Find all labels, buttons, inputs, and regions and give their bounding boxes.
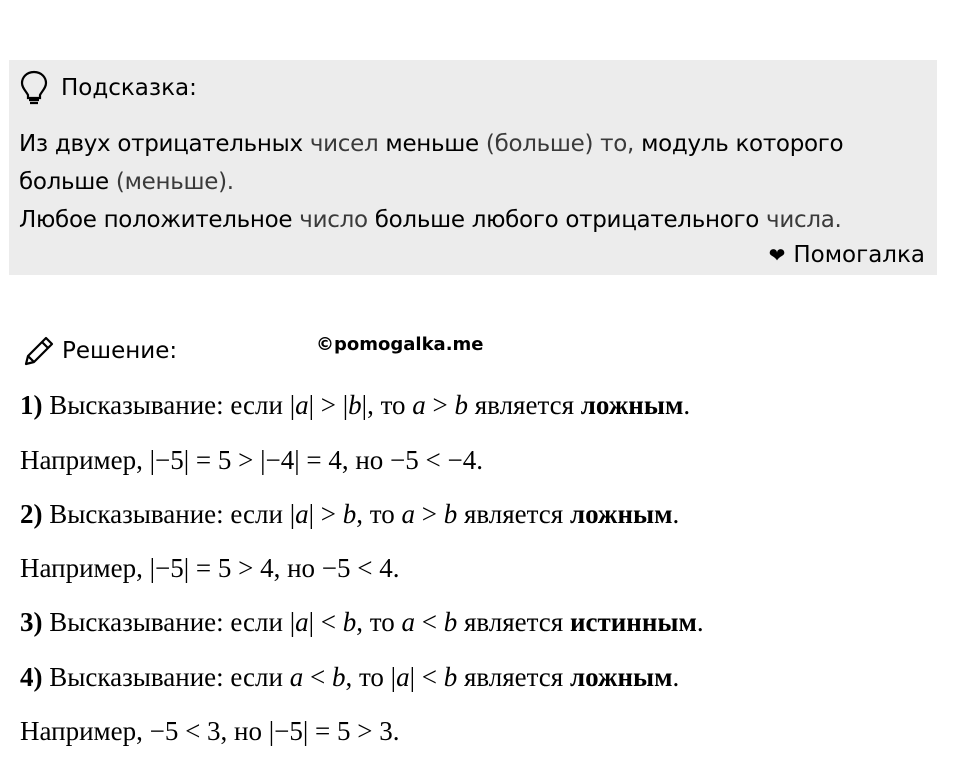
item-number: 1) — [20, 390, 43, 420]
text: Высказывание: если | — [42, 499, 296, 529]
hint-text — [19, 125, 929, 239]
hint-emphasis: меньше — [385, 131, 479, 157]
text: Высказывание: если — [42, 662, 290, 692]
math-var: b — [331, 662, 346, 692]
math-var: a — [401, 499, 415, 529]
text: , то | — [345, 662, 397, 692]
math-var: b — [342, 607, 357, 637]
text: | > | — [308, 390, 349, 420]
hint-plain: чисел — [302, 131, 386, 157]
verdict: истинным — [569, 607, 697, 637]
math-var: b — [443, 607, 458, 637]
math-var: b — [454, 390, 469, 420]
math-var: b — [342, 499, 357, 529]
hint-plain: число — [292, 207, 375, 233]
text: является — [457, 662, 570, 692]
text: Высказывание: если | — [42, 390, 296, 420]
math-var: a — [295, 607, 309, 637]
statement-2 — [20, 499, 679, 530]
verdict: ложным — [569, 662, 673, 692]
item-number: 3) — [20, 607, 43, 637]
hint-signature — [769, 236, 925, 274]
heart-icon: ❤ — [768, 243, 786, 267]
hint-line-1 — [19, 125, 929, 163]
item-number: 2) — [20, 499, 43, 529]
math-var: b — [348, 390, 362, 420]
text: | > — [308, 499, 343, 529]
hint-emphasis: больше — [19, 169, 109, 195]
text: |, то — [361, 390, 413, 420]
lightbulb-icon — [19, 69, 49, 107]
hint-title: Подсказка: — [61, 75, 197, 101]
statement-3 — [20, 607, 704, 638]
text: | < — [409, 662, 444, 692]
math-var: a — [396, 662, 410, 692]
hint-plain: (больше) то, — [478, 131, 642, 157]
statement-1 — [20, 390, 690, 421]
example-2: Например, |−5| = 5 > 4, но −5 < 4. — [20, 553, 400, 583]
text: является — [457, 499, 570, 529]
verdict: ложным — [569, 499, 673, 529]
text: , то — [356, 607, 402, 637]
math-var: a — [295, 499, 309, 529]
example-4: Например, −5 < 3, но |−5| = 5 > 3. — [20, 716, 400, 746]
watermark: ©pomogalka.me — [316, 334, 484, 355]
text: < — [414, 607, 444, 637]
solution-header — [22, 331, 177, 371]
hint-line-2 — [19, 163, 929, 201]
item-number: 4) — [20, 662, 43, 692]
text: . — [696, 607, 704, 637]
hint-line-3 — [19, 201, 929, 239]
math-var: b — [443, 662, 458, 692]
hint-emphasis: модуль которого — [641, 131, 844, 157]
statement-4 — [20, 662, 679, 693]
solution-title: Решение: — [62, 338, 178, 364]
text: является — [457, 607, 570, 637]
text: . — [672, 662, 680, 692]
hint-box — [9, 60, 937, 275]
text: > — [414, 499, 444, 529]
pencil-icon — [22, 334, 56, 368]
example-1: Например, |−5| = 5 > |−4| = 4, но −5 < −4. — [20, 445, 483, 475]
math-var: a — [289, 662, 304, 692]
text: является — [468, 390, 581, 420]
hint-emphasis: больше любого отрицательного — [374, 207, 760, 233]
text: . — [672, 499, 680, 529]
hint-emphasis: Любое положительное — [19, 207, 293, 233]
text: < — [303, 662, 332, 692]
hint-header — [19, 68, 197, 108]
math-var: a — [295, 390, 309, 420]
verdict: ложным — [580, 390, 684, 420]
hint-emphasis: Из двух отрицательных — [19, 131, 303, 157]
text: , то — [356, 499, 402, 529]
hint-plain: (меньше). — [108, 169, 234, 195]
math-var: b — [443, 499, 458, 529]
signature-text: Помогалка — [793, 242, 925, 268]
math-var: a — [412, 390, 426, 420]
math-var: a — [401, 607, 415, 637]
text: > — [425, 390, 455, 420]
text: . — [683, 390, 691, 420]
hint-plain: числа. — [759, 207, 842, 233]
text: | < — [308, 607, 343, 637]
text: Высказывание: если | — [42, 607, 296, 637]
